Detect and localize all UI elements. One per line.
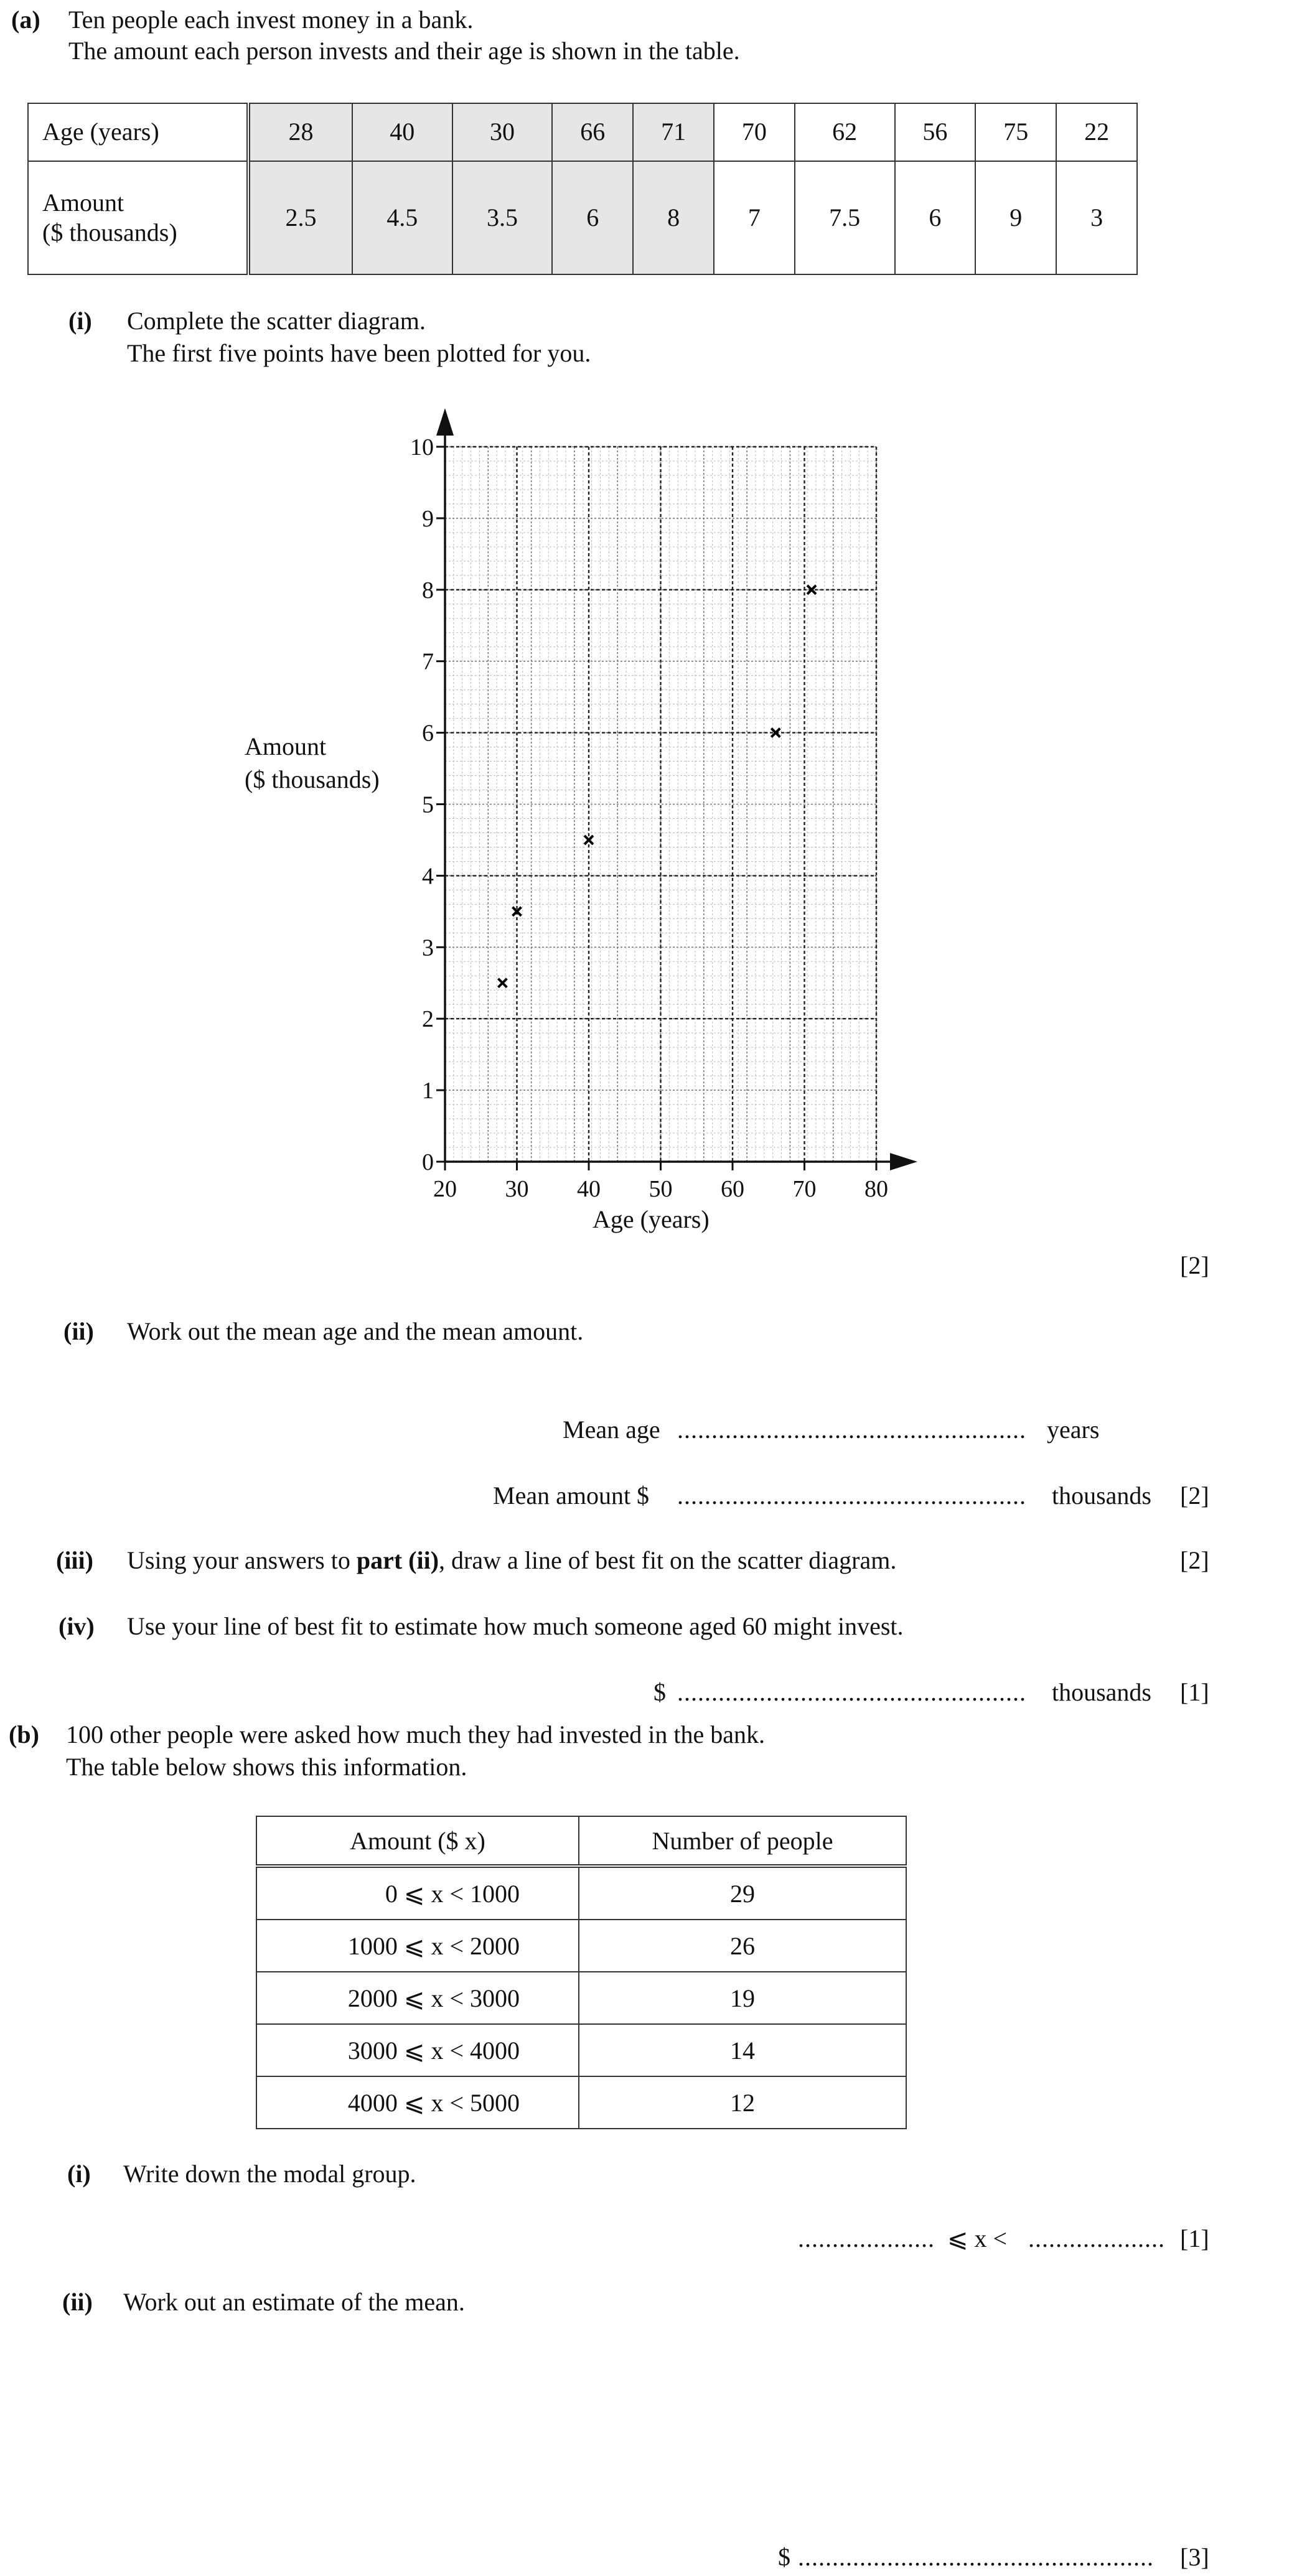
age-cell: 66 [552,103,633,161]
a-i-label: (i) [68,307,92,335]
age-cell: 30 [452,103,553,161]
range-cell: 1000 ⩽ x < 2000 [256,1920,579,1972]
x-axis-label: Age (years) [593,1205,710,1233]
b-ii-answer-line[interactable]: .................................................... [798,2543,1154,2571]
a-iii-label: (iii) [56,1546,93,1574]
frequency-table [256,1816,907,2129]
a-iv-answer-line[interactable]: ................................................... [677,1678,1026,1706]
a-ii-marks: [2] [1180,1482,1209,1510]
age-cell: 62 [795,103,895,161]
table-row [256,1866,906,1920]
amount-cell: 7.5 [795,161,895,274]
x-tick-label: 60 [721,1176,744,1202]
mean-amount-answer-line[interactable]: ................................................... [677,1482,1026,1510]
y-tick-label: 1 [422,1078,434,1104]
a-iii-text-bold: part (ii) [356,1546,439,1574]
age-cell: 71 [633,103,714,161]
x-tick-label: 50 [649,1176,673,1202]
x-axis-arrowhead [890,1153,917,1170]
a-iii-text [127,1548,896,1573]
y-tick-label: 8 [422,577,434,604]
b-ii-text: Work out an estimate of the mean. [123,2288,465,2316]
age-cell: 40 [352,103,452,161]
a-iii-text-before: Using your answers to [127,1546,357,1574]
part-b-label: (b) [9,1720,39,1748]
y-tick-label: 9 [422,505,434,532]
a-iv-text: Use your line of best fit to estimate how much someone aged 60 might invest. [127,1612,904,1640]
amount-cell: 9 [975,161,1056,274]
a-iv-unit: thousands [1052,1678,1151,1706]
table-row [256,2076,906,2129]
age-cell: 70 [714,103,795,161]
table-row [256,2024,906,2076]
count-cell: 12 [579,2076,906,2129]
age-cell: 75 [975,103,1056,161]
amount-cell: 3.5 [452,161,553,274]
x-tick-label: 80 [864,1176,888,1202]
b-ii-dollar: $ [778,2543,790,2571]
data-point-cross [498,979,507,987]
age-cell: 22 [1056,103,1137,161]
age-cell: 56 [895,103,976,161]
count-cell: 14 [579,2024,906,2076]
mean-age-label: Mean age [563,1416,660,1444]
amount-cell: 7 [714,161,795,274]
y-tick-label: 7 [422,648,434,675]
part-b-intro-line1: 100 other people were asked how much they had invested in the bank. [66,1720,766,1748]
a-iii-marks: [2] [1180,1546,1209,1574]
amount-cell: 6 [552,161,633,274]
part-a-intro-line1: Ten people each invest money in a bank. [68,6,474,34]
age-row-header: Age (years) [28,103,248,161]
mean-amount-unit: thousands [1052,1482,1151,1510]
amount-header-line1: Amount [42,188,124,217]
amount-header-line2: ($ thousands) [42,218,177,246]
amount-column-header: Amount ($ x) [256,1816,579,1866]
part-a-label: (a) [11,6,40,34]
count-cell: 19 [579,1972,906,2024]
part-b-intro-line2: The table below shows this information. [66,1753,467,1781]
y-axis-label-line2: ($ thousands) [245,765,380,793]
part-a-intro-line2: The amount each person invests and their age is shown in the table. [68,37,740,65]
y-tick-label: 4 [422,863,434,890]
a-ii-label: (ii) [63,1317,94,1345]
x-tick-label: 20 [433,1176,457,1202]
y-tick-label: 6 [422,720,434,747]
amount-cell: 4.5 [352,161,452,274]
age-cell: 28 [248,103,352,161]
count-cell: 29 [579,1866,906,1920]
b-i-text: Write down the modal group. [123,2160,416,2188]
x-tick-label: 30 [505,1176,529,1202]
range-cell: 3000 ⩽ x < 4000 [256,2024,579,2076]
frequency-table-header [256,1816,906,1866]
mean-age-answer-line[interactable]: ................................................... [677,1416,1026,1444]
y-tick-label: 2 [422,1006,434,1033]
x-tick-label: 40 [577,1176,601,1202]
y-tick-label: 3 [422,935,434,961]
count-cell: 26 [579,1920,906,1972]
a-i-marks: [2] [1180,1251,1209,1279]
y-tick-label: 10 [410,434,434,460]
modal-group-upper-answer[interactable]: .................... [1028,2224,1165,2252]
a-ii-text: Work out the mean age and the mean amount. [127,1317,584,1345]
a-iii-text-after: , draw a line of best fit on the scatter diagram. [439,1546,897,1574]
range-cell: 2000 ⩽ x < 3000 [256,1972,579,2024]
y-axis-label-line1: Amount [245,732,327,760]
modal-group-symbol: ⩽ x < [947,2224,1008,2252]
a-iv-dollar: $ [654,1678,666,1706]
table-row [256,1972,906,2024]
b-i-marks: [1] [1180,2224,1209,2252]
b-ii-marks: [3] [1180,2543,1209,2571]
y-tick-label: 5 [422,791,434,818]
y-axis-arrowhead [436,408,454,436]
table-row [256,1920,906,1972]
modal-group-lower-answer[interactable]: .................... [798,2224,935,2252]
amount-cell: 3 [1056,161,1137,274]
amount-cell: 2.5 [248,161,352,274]
range-cell: 4000 ⩽ x < 5000 [256,2076,579,2129]
amount-cell: 8 [633,161,714,274]
a-i-line2: The first five points have been plotted for you. [127,339,591,367]
b-ii-label: (ii) [62,2288,93,2316]
a-i-line1: Complete the scatter diagram. [127,307,426,335]
b-i-label: (i) [67,2160,91,2188]
mean-age-unit: years [1047,1416,1100,1444]
amount-cell: 6 [895,161,976,274]
range-cell: 0 ⩽ x < 1000 [256,1866,579,1920]
a-iv-marks: [1] [1180,1678,1209,1706]
people-column-header: Number of people [579,1816,906,1866]
mean-amount-label: Mean amount $ [493,1482,650,1510]
y-tick-label: 0 [422,1149,434,1175]
x-tick-label: 70 [792,1176,817,1202]
a-iv-label: (iv) [59,1612,95,1640]
